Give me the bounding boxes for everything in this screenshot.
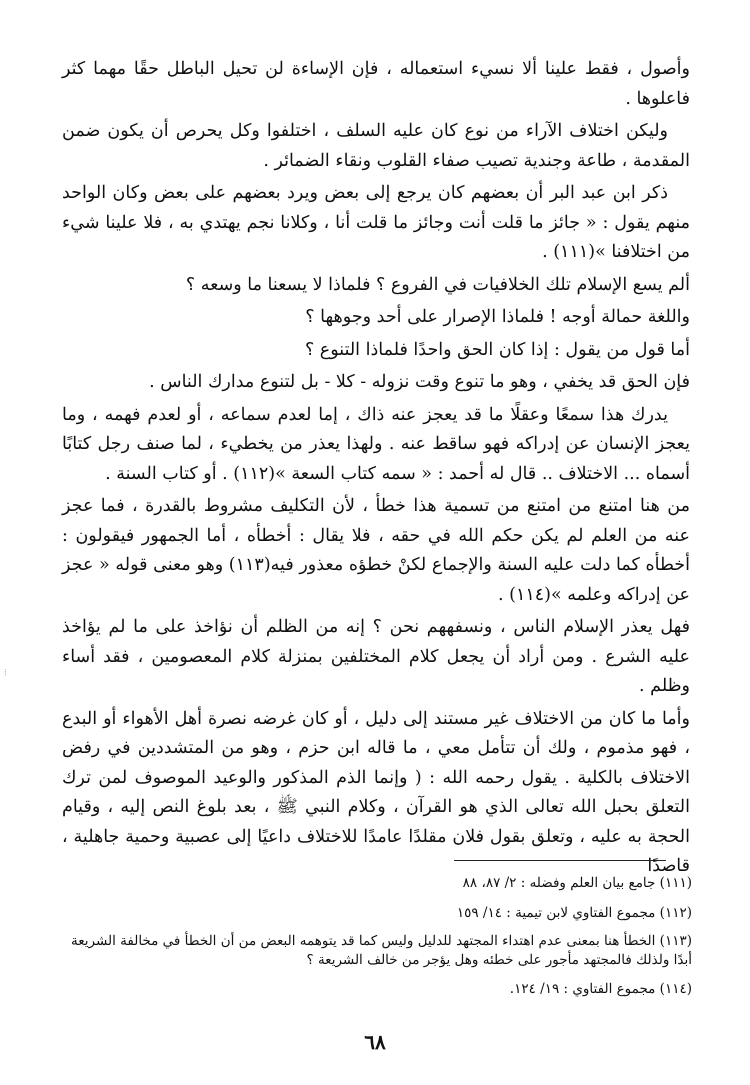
paragraph-9: من هنا امتنع من امتنع من تسمية هذا خطأ ، لأن التكليف مشروط بالقدرة ، فما عجز عنه من العلم لم يكن حكم الله في حقه ، فلا يقال : أخطأه ، أما الجمهور فيقولون : أخطأه كما دلت عليه السنة والإجماع لكنْ خطؤه معذور فيه(١١٣) وهو معنى قوله « عجز عن إدراكه وعلمه »(١١٤) .	[62, 496, 690, 605]
paragraph-3: ذكر ابن عبد البر أن بعضهم كان يرجع إلى بعض ويرد بعضهم على بعض وكان الواحد منهم يقول : « جائز ما قلت أنت وجائز ما قلت أنا ، وكلانا نجم يهتدي به ، فلا علينا شيء من اختلافنا »(١١١) .	[62, 183, 690, 262]
footnote-114: (١١٤) مجموع الفتاوي : ١٩/ ١٢٤.	[509, 981, 692, 997]
paragraph-10: فهل يعذر الإسلام الناس ، ونسفههم نحن ؟ إنه من الظلم أن نؤاخذ على ما لم يؤاخذ عليه الشرع . ومن أراد أن يجعل كلام المختلفين بمنزلة كلام المعصومين ، فقد أساء وظلم .	[62, 617, 690, 696]
scan-edge-mark: ⁞	[4, 668, 7, 679]
paragraph-7: فإن الحق قد يخفي ، وهو ما تنوع وقت نزوله - كلا - بل لتنوع مدارك الناس .	[149, 372, 690, 392]
paragraph-8: يدرك هذا سمعًا وعقلًا ما قد يعجز عنه ذاك ، إما لعدم سماعه ، أو لعدم فهمه ، وما يعجز الإنسان عن إدراكه فهو ساقط عنه . ولهذا يعذر من يخطيء ، لما صنف رجل كتابًا أسماه ... الاختلاف .. قال له أحمد : « سمه كتاب السعة »(١١٢) . أو كتاب السنة .	[62, 404, 690, 484]
paragraph-5: واللغة حمالة أوجه ! فلماذا الإصرار على أحد وجوهها ؟	[305, 307, 690, 327]
paragraph-4: ألم يسع الإسلام تلك الخلافيات في الفروع ؟ فلماذا لا يسعنا ما وسعه ؟	[185, 274, 690, 295]
paragraph-1: وأصول ، فقط علينا ألا نسيء استعماله ، فإن الإساءة لن تحيل الباطل حقًا مهما كثر فاعلوها .	[62, 59, 690, 109]
page-number: ٦٨	[364, 1030, 386, 1054]
main-text	[62, 55, 690, 885]
footnote-113: (١١٣) الخطأ هنا بمعنى عدم اهتداء المجتهد للدليل وليس كما قد يتوهمه البعض من أن الخطأ في مخالفة الشريعة أبدًا ولذلك فالمجتهد مأجور على خطئه وهل يؤجر من خالف الشريعة ؟	[70, 933, 692, 968]
paragraph-11: وأما ما كان من الاختلاف غير مستند إلى دليل ، أو كان غرضه نصرة أهل الأهواء أو البدع ، فهو مذموم ، ولك أن تتأمل معي ، ما قاله ابن حزم ، وهو من المتشددين في رفض الاختلاف بالكلية . يقول رحمه الله : ( وإنما الذم المذكور والوعيد الموصوف لمن ترك التعلق بحبل الله تعالى الذي هو القرآن ، وكلام النبي ﷺ ، بعد بلوغ النص إليه ، وقيام الحجة به عليه ، وتعلق بقول فلان مقلدًا عامدًا للاختلاف داعيًا إلى عصبية وحمية جاهلية ، قاصدًا	[62, 708, 690, 876]
footnote-111: (١١١) جامع بيان العلم وفضله : ٢/ ٨٧، ٨٨	[462, 875, 692, 891]
footnote-112: (١١٢) مجموع الفتاوي لابن تيمية : ١٤/ ١٥٩	[456, 905, 692, 921]
paragraph-2: وليكن اختلاف الآراء من نوع كان عليه السلف ، اختلفوا وكل يحرص أن يكون ضمن المقدمة ، طاعة وجندية تصيب صفاء القلوب ونقاء الضمائر .	[62, 121, 690, 171]
footnotes	[52, 872, 692, 1008]
footnote-separator	[454, 860, 666, 861]
paragraph-6: أما قول من يقول : إذا كان الحق واحدًا فلماذا التنوع ؟	[304, 339, 690, 360]
